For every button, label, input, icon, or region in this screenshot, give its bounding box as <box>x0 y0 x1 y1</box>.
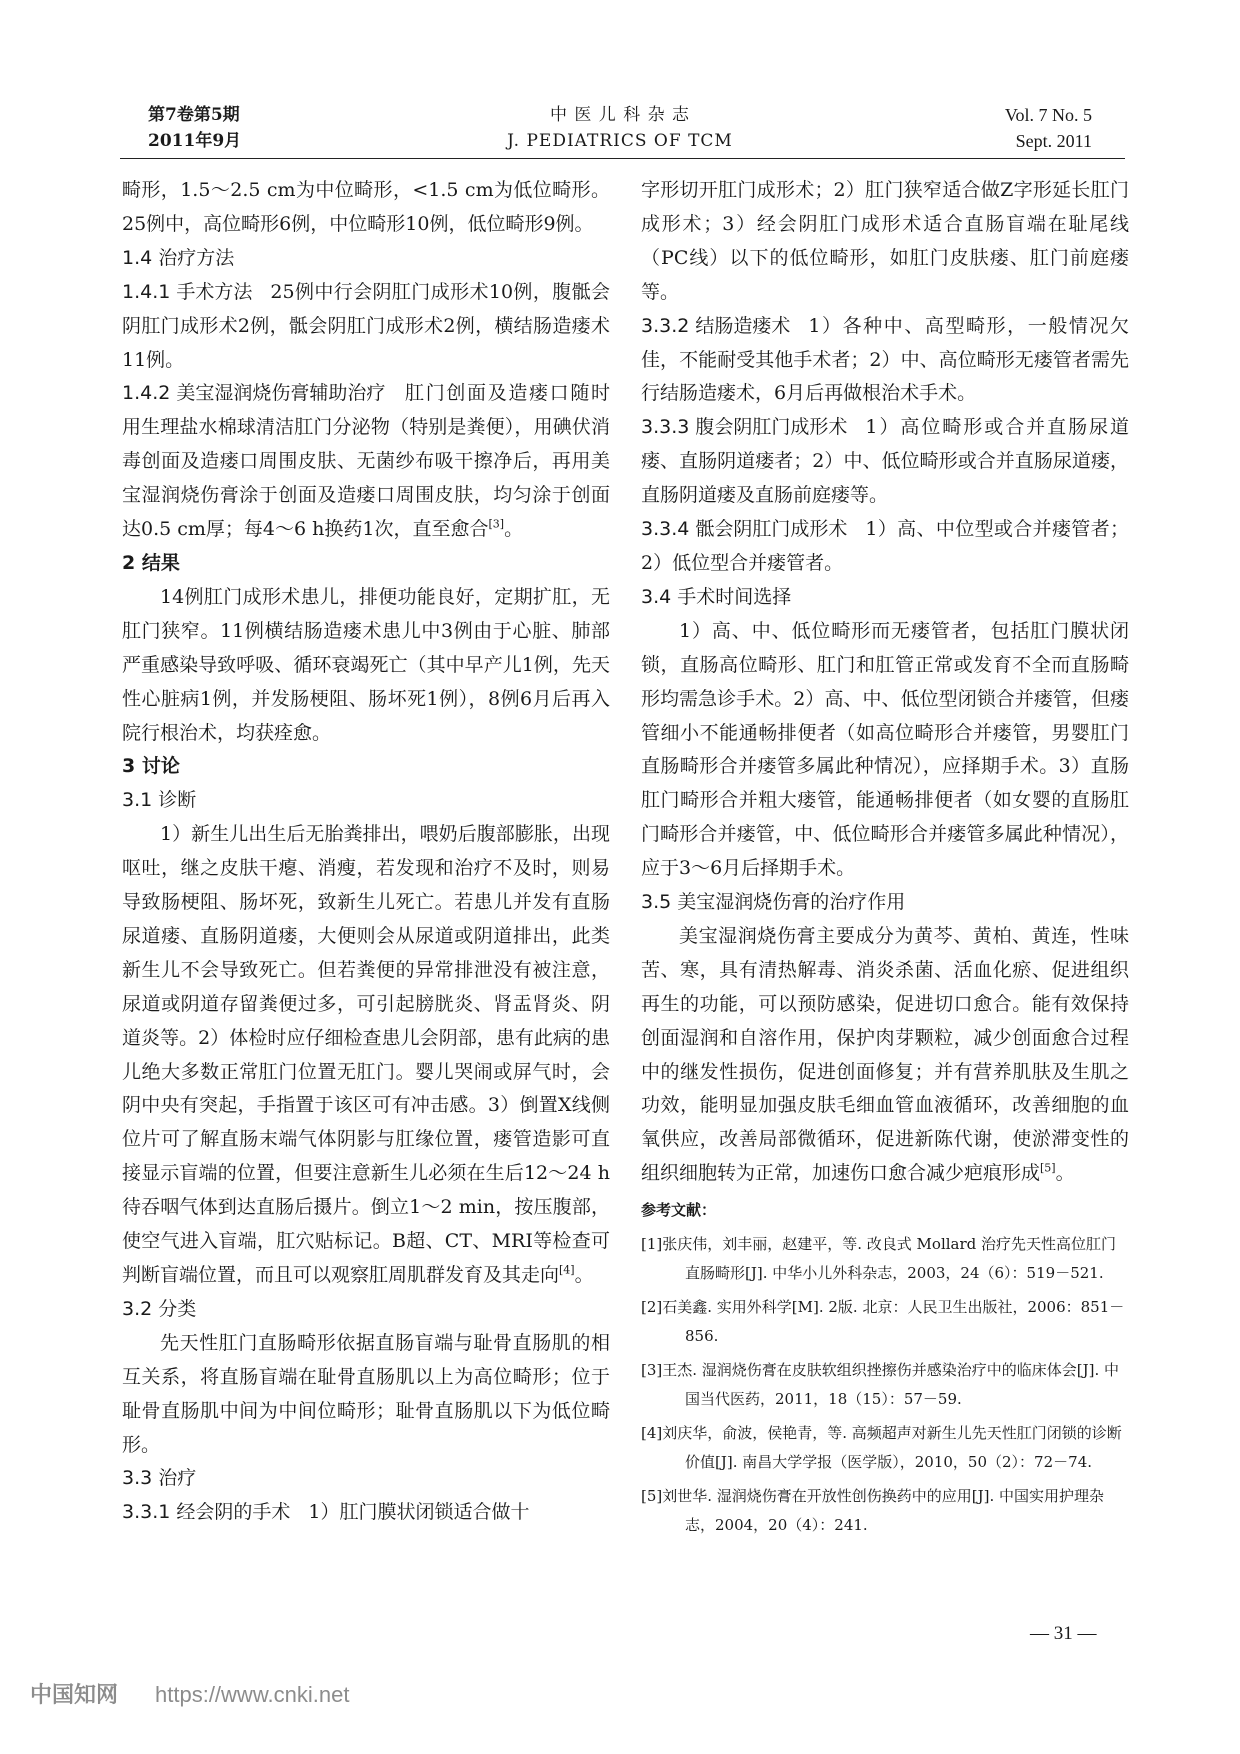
reference-item: [3]王杰. 湿润烧伤膏在皮肤软组织挫擦伤并感染治疗中的临床体会[J]. 中国当代医药，2011，18（15）：57－59. <box>641 1361 1120 1409</box>
paragraph: 3.3.4 骶会阴肛门成形术 1）高、中位型或合并瘘管者；2）低位型合并瘘管者。 <box>641 513 1129 581</box>
paragraph: 1.4.1 手术方法 25例中行会阴肛门成形术10例，腹骶会阴肛门成形术2例，骶会阴肛门成形术2例，横结肠造瘘术11例。 <box>122 276 610 378</box>
left-column <box>122 174 610 1530</box>
citation: [3] <box>488 517 505 531</box>
section-heading: 3.3 治疗 <box>122 1467 197 1490</box>
subsection-heading: 3.3.4 骶会阴肛门成形术 <box>641 518 848 541</box>
section-heading: 3.1 诊断 <box>122 789 197 812</box>
paragraph: 3.3.3 腹会阴肛门成形术 1）高位畸形或合并直肠尿道瘘、直肠阴道瘘者；2）中、低位畸形或合并直肠尿道瘘，直肠阴道瘘及直肠前庭瘘等。 <box>641 411 1129 513</box>
cnki-url[interactable]: https://www.cnki.net <box>155 1682 350 1707</box>
subsection-heading: 3.3.2 结肠造瘘术 <box>641 314 791 337</box>
reference-item: [5]刘世华. 湿润烧伤膏在开放性创伤换药中的应用[J]. 中国实用护理杂志，2004，20（4）：241. <box>641 1487 1105 1535</box>
section-heading: 2 结果 <box>122 551 180 574</box>
section-heading: 3.4 手术时间选择 <box>641 585 792 608</box>
paragraph: 畸形，1.5～2.5 cm为中位畸形，<1.5 cm为低位畸形。25例中，高位畸形6例，中位畸形10例，低位畸形9例。 <box>122 179 610 235</box>
section-heading: 3 讨论 <box>122 755 180 778</box>
paragraph: 3.3.1 经会阴的手术 1）肛门膜状闭锁适合做十 <box>122 1496 610 1530</box>
subsection-heading: 1.4.1 手术方法 <box>122 280 253 303</box>
source-watermark <box>30 1678 349 1709</box>
subsection-heading: 3.3.3 腹会阴肛门成形术 <box>641 416 848 439</box>
subsection-heading: 3.3.1 经会阴的手术 <box>122 1501 291 1524</box>
citation: [5] <box>1040 1161 1056 1175</box>
reference-item: [2]石美鑫. 实用外科学[M]. 2版. 北京：人民卫生出版社，2006：851－856. <box>641 1298 1125 1346</box>
page-number: — 31 — <box>1030 1623 1097 1644</box>
journal-title: 中 医 儿 科 杂 志 J. PEDIATRICS OF TCM <box>507 105 733 151</box>
section-heading: 3.5 美宝湿润烧伤膏的治疗作用 <box>641 891 906 914</box>
paragraph: 字形切开肛门成形术；2）肛门狭窄适合做Z字形延长肛门成形术；3）经会阴肛门成形术适合直肠盲端在耻尾线（PC线）以下的低位畸形，如肛门皮肤瘘、肛门前庭瘘等。 <box>641 179 1129 303</box>
paragraph: 3.3.2 结肠造瘘术 1）各种中、高型畸形，一般情况欠佳，不能耐受其他手术者；2）中、高位畸形无瘘管者需先行结肠造瘘术，6月后再做根治术手术。 <box>641 310 1129 412</box>
right-column <box>641 174 1129 1540</box>
subsection-heading: 1.4.2 美宝湿润烧伤膏辅助治疗 <box>122 382 386 405</box>
reference-item: [4]刘庆华，俞波，侯艳青，等. 高频超声对新生儿先天性肛门闭锁的诊断价值[J]. 南昌大学学报（医学版），2010，50（2）：72－74. <box>641 1424 1122 1472</box>
references-heading: 参考文献： <box>641 1201 717 1220</box>
paragraph: 14例肛门成形术患儿，排便功能良好，定期扩肛，无肛门狭窄。11例横结肠造瘘术患儿中3例由于心脏、肺部严重感染导致呼吸、循环衰竭死亡（其中早产儿1例，先天性心脏病1例，并发肠梗阻、肠坏死1例），8例6月后再入院行根治术，均获痊愈。 <box>122 585 610 744</box>
journal-volume-issue: 第7卷第5期 2011年9月 <box>148 105 242 151</box>
paragraph: 1）新生儿出生后无胎粪排出，喂奶后腹部膨胀，出现呕吐，继之皮肤干瘪、消瘦，若发现和治疗不及时，则易导致肠梗阻、肠坏死，致新生儿死亡。若患儿并发有直肠尿道瘘、直肠阴道瘘，大便则会从尿道或阴道排出，此类新生儿不会导致死亡。但若粪便的异常排泄没有被注意，尿道或阴道存留粪便过多，可引起膀胱炎、肾盂肾炎、阴道炎等。2）体检时应仔细检查患儿会阴部，患有此病的患儿绝大多数正常肛门位置无肛门。婴儿哭闹或屏气时，会阴中央有突起，手指置于该区可有冲击感。3）倒置X线侧位片可了解直肠末端气体阴影与肛缘位置，瘘管造影可直接显示盲端的位置，但要注意新生儿必须在生后12～24 h待吞咽气体到达直肠后摄片。倒立1～2 min，按压腹部，使空气进入盲端，肛穴贴标记。B超、CT、MRI等检查可判断盲端位置，而且可以观察肛周肌群发育及其走向[4]。 <box>122 823 610 1286</box>
journal-volume-english: Vol. 7 No. 5 Sept. 2011 <box>1004 105 1092 151</box>
section-heading: 1.4 治疗方法 <box>122 246 235 269</box>
paragraph: 先天性肛门直肠畸形依据直肠盲端与耻骨直肠肌的相互关系，将直肠盲端在耻骨直肠肌以上为高位畸形；位于耻骨直肠肌中间为中间位畸形；耻骨直肠肌以下为低位畸形。 <box>122 1331 610 1456</box>
section-heading: 3.2 分类 <box>122 1297 197 1320</box>
reference-item: [1]张庆伟，刘丰丽，赵建平，等. 改良式 Mollard 治疗先天性高位肛门直肠畸形[J]. 中华小儿外科杂志，2003，24（6）：519－521. <box>641 1235 1117 1283</box>
paragraph: 1）高、中、低位畸形而无瘘管者，包括肛门膜状闭锁，直肠高位畸形、肛门和肛管正常或发育不全而直肠畸形均需急诊手术。2）高、中、低位型闭锁合并瘘管，但瘘管细小不能通畅排便者（如高位畸形合并瘘管，男婴肛门直肠畸形合并瘘管多属此种情况），应择期手术。3）直肠肛门畸形合并粗大瘘管，能通畅排便者（如女婴的直肠肛门畸形合并瘘管，中、低位畸形合并瘘管多属此种情况），应于3～6月后择期手术。 <box>641 619 1129 880</box>
header-rule <box>120 158 1125 159</box>
paragraph: 1.4.2 美宝湿润烧伤膏辅助治疗 肛门创面及造瘘口随时用生理盐水棉球清洁肛门分泌物（特别是粪便），用碘伏消毒创面及造瘘口周围皮肤、无菌纱布吸干擦净后，再用美宝湿润烧伤膏涂于创面及造瘘口周围皮肤，均匀涂于创面达0.5 cm厚；每4～6 h换药1次，直至愈合[3]。 <box>122 377 610 547</box>
paragraph: 美宝湿润烧伤膏主要成分为黄芩、黄柏、黄连，性味苦、寒，具有清热解毒、消炎杀菌、活血化瘀、促进组织再生的功能，可以预防感染，促进切口愈合。能有效保持创面湿润和自溶作用，保护肉芽颗粒，减少创面愈合过程中的继发性损伤，促进创面修复；并有营养肌肤及生肌之功效，能明显加强皮肤毛细血管血液循环，改善细胞的血氧供应，改善局部微循环，促进新陈代谢，使淤滞变性的组织细胞转为正常，加速伤口愈合减少疤痕形成[5]。 <box>641 924 1129 1185</box>
citation: [4] <box>559 1263 575 1277</box>
cnki-logo-text: 中国知网 <box>30 1683 119 1708</box>
